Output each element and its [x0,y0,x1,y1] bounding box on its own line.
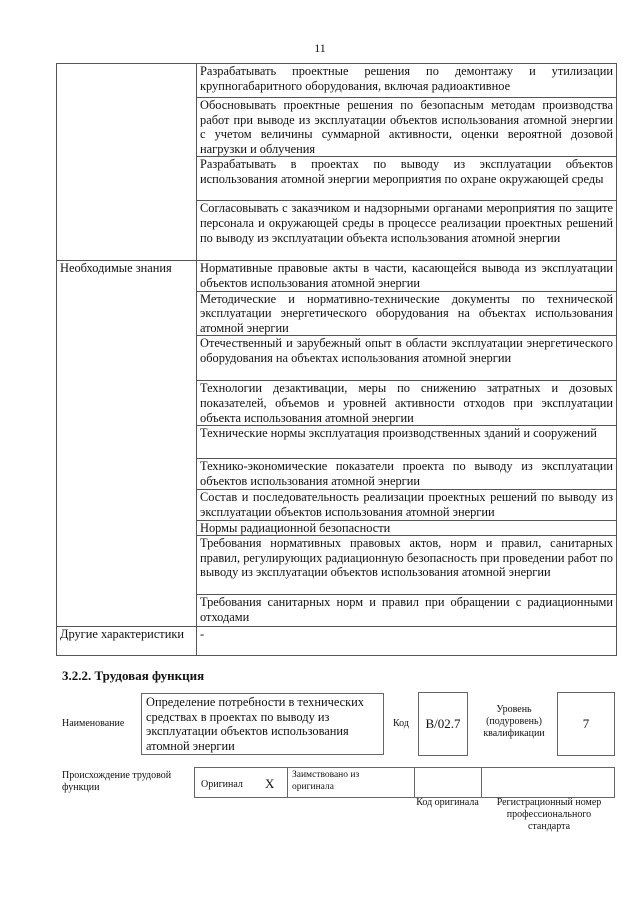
section-heading: 3.2.2. Трудовая функция [62,668,205,683]
skill-item: Разрабатывать проектные решения по демонтажу и утилизации крупногабаритного оборудования, включая радиоактивное [197,64,617,98]
knowledge-item: Технико-экономические показатели проекта по выводу из эксплуатации объектов использования атомной энергии [197,459,617,490]
knowledge-item: Технические нормы эксплуатация производственных зданий и сооружений [197,426,617,459]
name-label: Наименование [62,718,125,729]
knowledge-item: Методические и нормативно-технические документы по технической эксплуатации энергетического оборудования на объектах использования атомной энергии [197,291,617,336]
divider [287,768,288,797]
knowledge-item: Отечественный и зарубежный опыт в области эксплуатации энергетического оборудования на объектах использования атомной энергии [197,336,617,381]
level-value: 7 [557,692,615,756]
name-value: Определение потребности в технических средствах в проектах по выводу из эксплуатации объектов использования атомной энергии [141,693,384,755]
page-number: 11 [314,41,326,55]
registration-number-caption: Регистрационный номер профессионального стандарта [496,797,602,832]
original-code-caption: Код оригинала [416,797,479,808]
other-value: - [197,627,617,656]
knowledge-item: Требования санитарных норм и правил при обращении с радиационными отходами [197,595,617,627]
divider [481,768,482,797]
original-mark: X [265,776,275,791]
skills-label-cell [57,64,197,261]
skill-item: Согласовывать с заказчиком и надзорными органами мероприятия по защите персонала и окружающей среды в процессе реализации проектных решений по выводу из эксплуатации объекта использования атомной энергии [197,201,617,261]
code-label: Код [393,718,409,729]
borrowed-label: Заимствовано из оригинала [292,770,360,792]
origin-box [194,767,615,798]
labor-function-table [56,63,617,656]
skill-item: Разрабатывать в проектах по выводу из эксплуатации объектов использования атомной энергии мероприятия по охране окружающей среды [197,157,617,201]
skill-item: Обосновывать проектные решения по безопасным методам производства работ при выводе из эксплуатации объектов использования атомной энергии с учетом величины суммарной активности, оценки вероятной дозовой нагрузки и облучения [197,98,617,157]
divider [414,768,415,797]
knowledge-item: Технологии дезактивации, меры по снижению затратных и дозовых показателей, объемов и уровней активности отходов при эксплуатации объекта использования атомной энергии [197,381,617,426]
origin-label: Происхождение трудовой функции [62,770,172,793]
other-label: Другие характеристики [57,627,197,656]
original-label: Оригинал [201,779,243,790]
level-label: Уровень (подуровень) квалификации [483,704,545,739]
knowledge-item: Нормативные правовые акты в части, касающейся вывода из эксплуатации объектов использования атомной энергии [197,261,617,291]
knowledge-item: Состав и последовательность реализации проектных решений по выводу из эксплуатации объектов использования атомной энергии [197,490,617,520]
code-value: B/02.7 [418,692,468,756]
knowledge-item: Нормы радиационной безопасности [197,520,617,536]
knowledge-item: Требования нормативных правовых актов, норм и правил, санитарных правил, регулирующих радиационную безопасность при проведении работ по выводу из эксплуатации объектов использования атомной энергии [197,536,617,595]
knowledge-label: Необходимые знания [57,261,197,627]
